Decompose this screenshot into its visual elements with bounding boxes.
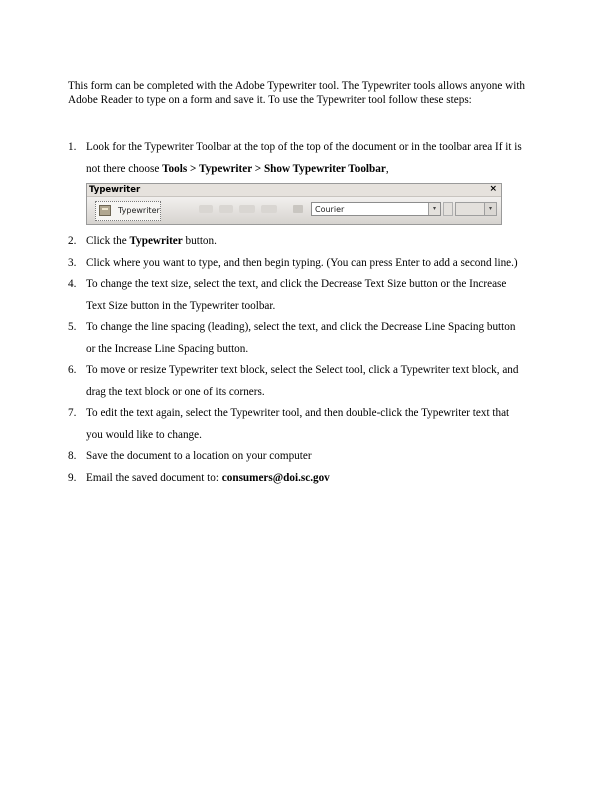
step-text: To change the text size, select the text, and click the Decrease Text Size button or the Increase Text Size button in the Typewriter toolbar.: [86, 278, 507, 312]
increase-text-size-icon[interactable]: [219, 205, 233, 213]
step-text: To move or resize Typewriter text block, select the Select tool, click a Typewriter text block, and drag the text block or one of its corners.: [86, 364, 519, 398]
list-item: [68, 317, 523, 360]
increase-line-spacing-icon[interactable]: [261, 205, 277, 213]
steps-list: [68, 137, 523, 489]
step-text-end: button.: [182, 235, 217, 247]
step-text: Save the document to a location on your computer: [86, 450, 312, 462]
list-item: [68, 137, 523, 225]
step-number: 8.: [68, 450, 77, 462]
step-bold-text: Typewriter: [129, 235, 183, 247]
step-number: 7.: [68, 407, 77, 419]
step-menu-path: Tools > Typewriter > Show Typewriter Toolbar: [162, 162, 386, 175]
text-color-icon[interactable]: [293, 205, 303, 213]
toolbar-title: Typewriter: [89, 185, 141, 195]
list-item: [68, 360, 523, 403]
font-select[interactable]: [311, 202, 441, 216]
step-number: 4.: [68, 278, 77, 290]
step-text-end: ,: [385, 162, 389, 175]
font-value: Courier: [315, 205, 345, 214]
list-item: [68, 403, 523, 446]
chevron-down-icon[interactable]: ▾: [484, 203, 496, 215]
chevron-down-icon[interactable]: ▾: [428, 203, 440, 215]
list-item: [68, 446, 523, 468]
step-number: 6.: [68, 364, 77, 376]
step-number: 9.: [68, 471, 77, 484]
toolbar-body: [87, 197, 501, 224]
step-number: 3.: [68, 256, 77, 269]
step-number: 2.: [68, 235, 77, 247]
step-text: Click where you want to type, and then begin typing. (You can press Enter to add a second line.): [86, 256, 518, 269]
toolbar-title-bar: [87, 184, 501, 197]
decrease-text-size-icon[interactable]: [199, 205, 213, 213]
step-number: 5.: [68, 321, 77, 333]
font-size-select[interactable]: [455, 202, 497, 216]
typewriter-icon: [99, 205, 111, 216]
list-item: [68, 274, 523, 317]
step-text: Click the: [86, 235, 130, 247]
typewriter-button-label: Typewriter: [118, 206, 160, 215]
email-address: consumers@doi.sc.gov: [221, 471, 330, 484]
font-spinner[interactable]: [443, 202, 453, 216]
typewriter-toolbar: [86, 183, 502, 225]
step-number: 1.: [68, 141, 77, 153]
typewriter-button[interactable]: [95, 201, 161, 221]
list-item: [68, 231, 523, 253]
step-text: To change the line spacing (leading), select the text, and click the Decrease Line Spacing button or the Increase Line Spacing button.: [86, 321, 516, 355]
intro-paragraph: This form can be completed with the Adobe Typewriter tool. The Typewriter tools allows anyone with Adobe Reader to type on a form and save it. To use the Typewriter tool follow these steps:: [68, 80, 526, 106]
list-item: [68, 253, 523, 275]
step-text: To edit the text again, select the Typewriter tool, and then double-click the Typewriter text that you would like to change.: [86, 407, 510, 441]
list-item: [68, 468, 523, 490]
decrease-line-spacing-icon[interactable]: [239, 205, 255, 213]
step-text: Look for the Typewriter Toolbar at the top of the top of the document or in the toolbar area If it is not there choose: [86, 141, 522, 175]
step-text: Email the saved document to:: [86, 471, 222, 484]
close-icon[interactable]: ×: [489, 184, 497, 194]
